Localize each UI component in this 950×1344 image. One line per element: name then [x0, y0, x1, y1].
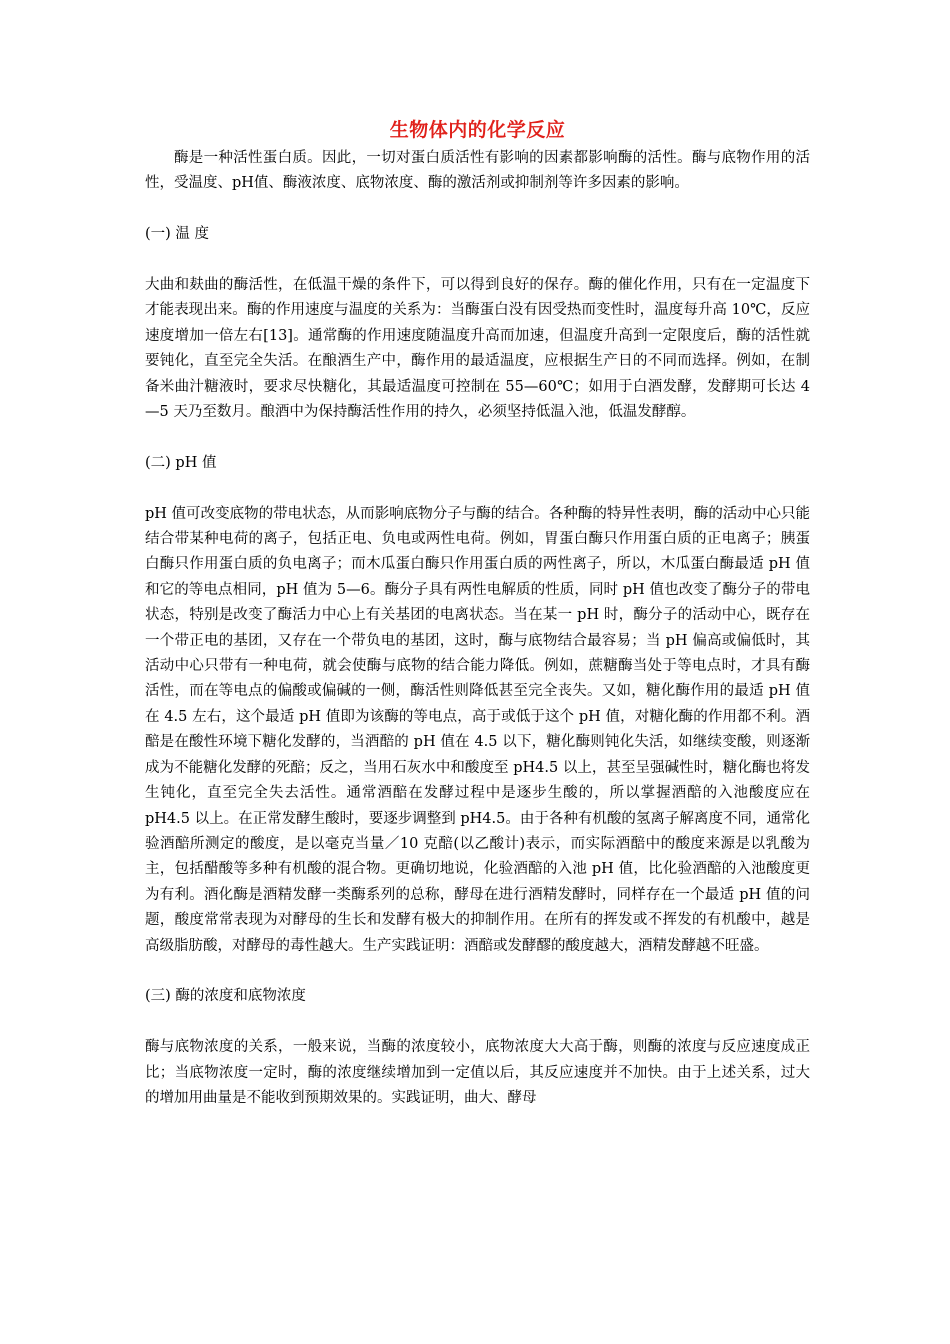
section-body-ph: pH 值可改变底物的带电状态，从而影响底物分子与酶的结合。各种酶的特异性表明，酶的活动中心只能结合带某种电荷的离子，包括正电、负电或两性电荷。例如，胃蛋白酶只作用蛋白质的正电离子；胰蛋白酶只作用蛋白质的负电离子；而木瓜蛋白酶只作用蛋白质的两性离子，所以，木瓜蛋白酶最适 pH 值和它的等电点相同，pH 值为 5—6。酶分子具有两性电解质的性质，同时 pH 值也改变了酶分子的带电状态，特别是改变了酶活力中心上有关基团的电离状态。当在某一 pH 时，酶分子的活动中心，既存在一个带正电的基团，又存在一个带负电的基团，这时，酶与底物结合最容易；当 pH 偏高或偏低时，其活动中心只带有一种电荷，就会使酶与底物的结合能力降低。例如，蔗糖酶当处于等电点时，才具有酶活性，而在等电点的偏酸或偏碱的一侧，酶活性则降低甚至完全丧失。又如，糖化酶作用的最适 pH 值在 4.5 左右，这个最适 pH 值即为该酶的等电点，高于或低于这个 pH 值，对糖化酶的作用都不利。酒醅是在酸性环境下糖化发酵的，当酒醅的 pH 值在 4.5 以下，糖化酶则钝化失活，如继续变酸，则逐渐成为不能糖化发酵的死醅；反之，当用石灰水中和酸度至 pH4.5 以上，甚至呈强碱性时，糖化酶也将发生钝化，直至完全失去活性。通常酒醅在发酵过程中是逐步生酸的，所以掌握酒醅的入池酸度应在 pH4.5 以上。在正常发酵生酸时，要逐步调整到 pH4.5。由于各种有机酸的氢离子解离度不同，通常化验酒醅所测定的酸度，是以毫克当量／10 克醅(以乙酸计)表示，而实际酒醅中的酸度来源是以乳酸为主，包括醋酸等多种有机酸的混合物。更确切地说，化验酒醅的入池 pH 值，比化验酒醅的入池酸度更为有利。酒化酶是酒精发酵一类酶系列的总称，酵母在进行酒精发酵时，同样存在一个最适 pH 值的问题，酸度常常表现为对酵母的生长和发酵有极大的抑制作用。在所有的挥发或不挥发的有机酸中，越是高级脂肪酸，对酵母的毒性越大。生产实践证明：酒醅或发酵醪的酸度越大，酒精发酵越不旺盛。 — [145, 505, 810, 954]
document-page — [145, 118, 810, 1111]
section-heading-ph: (二) pH 值 — [145, 454, 217, 471]
spacer — [145, 1010, 810, 1035]
spacer — [145, 248, 810, 273]
spacer — [145, 197, 810, 222]
document-title: 生物体内的化学反应 — [389, 119, 566, 141]
spacer — [145, 476, 810, 501]
spacer — [145, 959, 810, 984]
section-heading-concentration: (三) 酶的浓度和底物浓度 — [145, 988, 306, 1005]
section-body-concentration: 酶与底物浓度的关系，一般来说，当酶的浓度较小，底物浓度大大高于酶，则酶的浓度与反应速度成正比；当底物浓度一定时，酶的浓度继续增加到一定值以后，其反应速度并不加快。由于上述关系，过大的增加用曲量是不能收到预期效果的。实践证明，曲大、酵母 — [145, 1039, 810, 1106]
section-heading-temperature: (一) 温 度 — [145, 226, 210, 243]
intro-paragraph: 酶是一种活性蛋白质。因此，一切对蛋白质活性有影响的因素都影响酶的活性。酶与底物作用的活性，受温度、pH值、酶液浓度、底物浓度、酶的激活剂或抑制剂等许多因素的影响。 — [145, 150, 810, 192]
spacer — [145, 425, 810, 450]
section-body-temperature: 大曲和麸曲的酶活性，在低温干燥的条件下，可以得到良好的保存。酶的催化作用，只有在一定温度下才能表现出来。酶的作用速度与温度的关系为：当酶蛋白没有因受热而变性时，温度每升高 10℃，反应速度增加一倍左右[13]。通常酶的作用速度随温度升高而加速，但温度升高到一定限度后，酶的活性就要钝化，直至完全失活。在酿酒生产中，酶作用的最适温度，应根据生产日的不同而选择。例如，在制备米曲汁糖液时，要求尽快糖化，其最适温度可控制在 55—60℃；如用于白酒发酵，发酵期可长达 4—5 天乃至数月。酿酒中为保持酶活性作用的持久，必须坚持低温入池，低温发酵醇。 — [145, 277, 810, 421]
